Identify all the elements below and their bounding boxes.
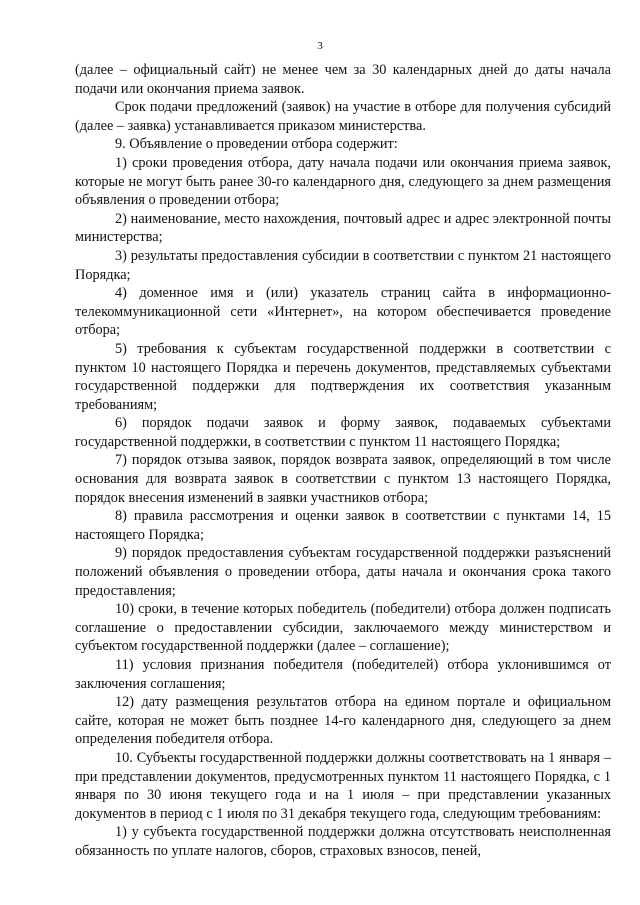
paragraph: 10) сроки, в течение которых победитель (победители) отбора должен подписать соглашение о предоставлении субсидии, заключаемого между министерством и субъектом государственной поддержки (далее – соглашение); [75,601,611,655]
paragraph: Срок подачи предложений (заявок) на участие в отборе для получения субсидий (далее – заявка) устанавливается приказом министерства. [75,99,611,134]
paragraph: 4) доменное имя и (или) указатель страниц сайта в информационно-телекоммуникационной сети «Интернет», на котором обеспечивается проведение отбора; [75,285,611,339]
paragraph: 7) порядок отзыва заявок, порядок возврата заявок, определяющий в том числе основания для возврата заявок в соответствии с пунктом 13 настоящего Порядка, порядок внесения изменений в заявки участников отбора; [75,452,611,506]
paragraph: 8) правила рассмотрения и оценки заявок в соответствии с пунктами 14, 15 настоящего Порядка; [75,508,611,543]
paragraph: 5) требования к субъектам государственной поддержки в соответствии с пунктом 10 настоящего Порядка и перечень документов, представляемых субъектами государственной поддержки для подтверждения их соответствия указанным требованиям; [75,340,611,413]
paragraph: 10. Субъекты государственной поддержки должны соответствовать на 1 января – при представлении документов, предусмотренных пунктом 11 настоящего Порядка, с 1 января по 30 июня текущего года и на 1 июля – при представлении указанных документов в период с 1 июля по 31 декабря текущего года, следующим требованиям: [75,749,611,822]
page-number: 3 [317,40,323,52]
paragraph: (далее – официальный сайт) не менее чем за 30 календарных дней до даты начала подачи или окончания приема заявок. [75,62,611,97]
document-body [75,61,611,861]
paragraph: 9. Объявление о проведении отбора содержит: [115,136,398,153]
paragraph: 9) порядок предоставления субъектам государственной поддержки разъяснений положений объявления о проведении отбора, даты начала и окончания срока такого предоставления; [75,545,611,599]
paragraph: 11) условия признания победителя (победителей) отбора уклонившимся от заключения соглашения; [75,657,611,692]
paragraph: 3) результаты предоставления субсидии в соответствии с пунктом 21 настоящего Порядка; [75,247,611,283]
paragraph: 12) дату размещения результатов отбора на едином портале и официальном сайте, которая не может быть позднее 14-го календарного дня, следующего за днем определения победителя отбора. [75,694,611,748]
paragraph: 6) порядок подачи заявок и форму заявок, подаваемых субъектами государственной поддержки, в соответствии с пунктом 11 настоящего Порядка; [75,415,611,450]
paragraph: 1) у субъекта государственной поддержки должна отсутствовать неисполненная обязанность по уплате налогов, сборов, страховых взносов, пеней, [75,824,611,859]
paragraph: 1) сроки проведения отбора, дату начала подачи или окончания приема заявок, которые не могут быть ранее 30-го календарного дня, следующего за днем размещения объявления о проведении отбора; [75,154,611,209]
paragraph: 2) наименование, место нахождения, почтовый адрес и адрес электронной почты министерства; [75,210,611,246]
